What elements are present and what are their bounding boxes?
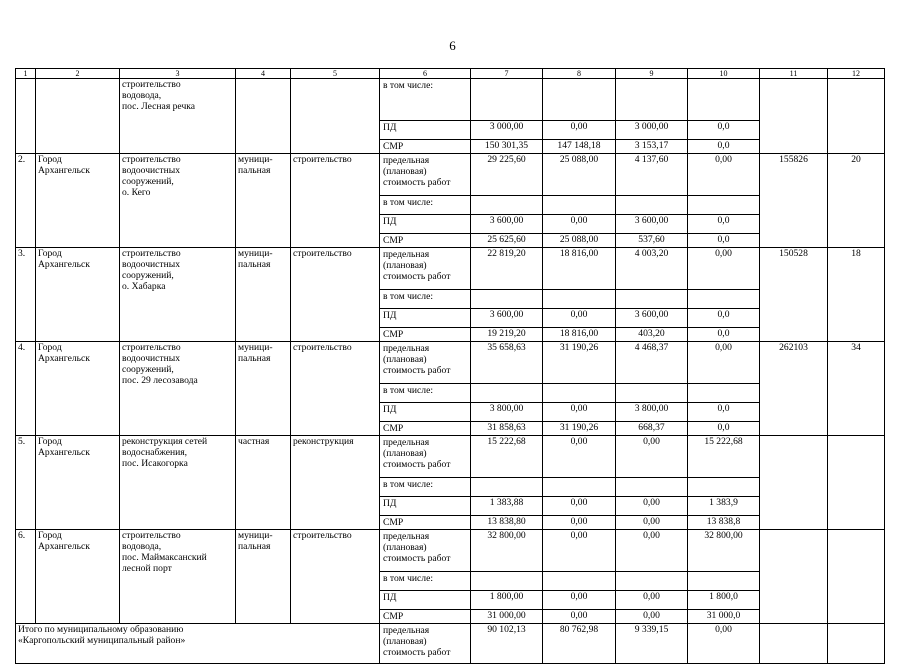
object-cell: реконструкция сетей водоснабжения, пос. Исакогорка <box>120 436 236 530</box>
total-row <box>16 624 885 664</box>
federal-cost-cell: 0,00 <box>543 121 616 140</box>
cost-label-cell: в том числе: <box>380 384 471 403</box>
ownership-cell: муници- пальная <box>236 154 291 248</box>
work-type-cell: строительство <box>291 154 380 248</box>
capacity-cell: 150528 <box>760 248 828 342</box>
row-number-cell: 4. <box>16 342 36 436</box>
total-cost-cell: 29 225,60 <box>471 154 543 196</box>
total-cost-cell: 1 800,00 <box>471 591 543 610</box>
total-cost-cell: 3 000,00 <box>471 121 543 140</box>
federal-cost-cell: 147 148,18 <box>543 140 616 154</box>
federal-cost-cell: 80 762,98 <box>543 624 616 664</box>
cost-label-cell: СМР <box>380 516 471 530</box>
regional-cost-cell: 0,00 <box>616 436 688 478</box>
total-cost-cell: 35 658,63 <box>471 342 543 384</box>
federal-cost-cell: 0,00 <box>543 215 616 234</box>
object-cell: строительство водовода, пос. Лесная речка <box>120 79 236 154</box>
other-cost-cell: 1 800,0 <box>688 591 760 610</box>
total-cost-cell: 32 800,00 <box>471 530 543 572</box>
federal-cost-cell <box>543 79 616 121</box>
other-cost-cell: 0,0 <box>688 328 760 342</box>
table-row <box>16 342 885 384</box>
regional-cost-cell: 4 003,20 <box>616 248 688 290</box>
federal-cost-cell: 18 816,00 <box>543 328 616 342</box>
regional-cost-cell: 4 137,60 <box>616 154 688 196</box>
cost-label-cell: в том числе: <box>380 478 471 497</box>
cost-label-cell: ПД <box>380 403 471 422</box>
capacity-cell: 155826 <box>760 154 828 248</box>
work-type-cell: реконструкция <box>291 436 380 530</box>
federal-cost-cell <box>543 290 616 309</box>
cost-label-cell: ПД <box>380 591 471 610</box>
federal-cost-cell: 0,00 <box>543 591 616 610</box>
federal-cost-cell: 0,00 <box>543 610 616 624</box>
column-number-row <box>16 69 885 79</box>
total-cost-cell <box>471 572 543 591</box>
term-cell <box>828 624 885 664</box>
regional-cost-cell: 668,37 <box>616 422 688 436</box>
column-number-cell: 12 <box>828 69 885 79</box>
work-type-cell: строительство <box>291 248 380 342</box>
other-cost-cell <box>688 196 760 215</box>
term-cell: 20 <box>828 154 885 248</box>
federal-cost-cell: 0,00 <box>543 309 616 328</box>
capacity-cell <box>760 79 828 154</box>
row-number-cell: 2. <box>16 154 36 248</box>
column-number-cell: 7 <box>471 69 543 79</box>
cost-label-cell: в том числе: <box>380 572 471 591</box>
regional-cost-cell: 403,20 <box>616 328 688 342</box>
regional-cost-cell <box>616 572 688 591</box>
regional-cost-cell: 537,60 <box>616 234 688 248</box>
capacity-cell: 262103 <box>760 342 828 436</box>
cost-label-cell: ПД <box>380 121 471 140</box>
federal-cost-cell <box>543 478 616 497</box>
regional-cost-cell: 3 153,17 <box>616 140 688 154</box>
city-cell: Город Архангельск <box>36 342 120 436</box>
regional-cost-cell: 3 600,00 <box>616 309 688 328</box>
regional-cost-cell: 0,00 <box>616 516 688 530</box>
total-cost-cell: 3 800,00 <box>471 403 543 422</box>
column-number-cell: 10 <box>688 69 760 79</box>
regional-cost-cell <box>616 79 688 121</box>
other-cost-cell: 1 383,9 <box>688 497 760 516</box>
other-cost-cell <box>688 79 760 121</box>
total-cost-cell: 25 625,60 <box>471 234 543 248</box>
table-row <box>16 436 885 478</box>
column-number-cell: 1 <box>16 69 36 79</box>
cost-label-cell: СМР <box>380 234 471 248</box>
regional-cost-cell <box>616 196 688 215</box>
capacity-cell <box>760 436 828 530</box>
term-cell: 18 <box>828 248 885 342</box>
other-cost-cell <box>688 572 760 591</box>
cost-label-cell: в том числе: <box>380 196 471 215</box>
regional-cost-cell: 3 800,00 <box>616 403 688 422</box>
object-cell: строительство водоочистных сооружений, о. Кего <box>120 154 236 248</box>
city-cell: Город Архангельск <box>36 154 120 248</box>
object-cell: строительство водовода, пос. Маймаксанский лесной порт <box>120 530 236 624</box>
other-cost-cell: 0,0 <box>688 121 760 140</box>
ownership-cell: муници- пальная <box>236 530 291 624</box>
city-cell: Город Архангельск <box>36 248 120 342</box>
regional-cost-cell <box>616 478 688 497</box>
object-cell: строительство водоочистных сооружений, пос. 29 лесозавода <box>120 342 236 436</box>
row-number-cell: 3. <box>16 248 36 342</box>
total-cost-cell: 31 858,63 <box>471 422 543 436</box>
regional-cost-cell <box>616 384 688 403</box>
page-number: 6 <box>449 38 456 53</box>
work-type-cell: строительство <box>291 530 380 624</box>
federal-cost-cell: 0,00 <box>543 497 616 516</box>
column-number-cell: 5 <box>291 69 380 79</box>
total-cost-cell: 19 219,20 <box>471 328 543 342</box>
other-cost-cell: 0,0 <box>688 215 760 234</box>
term-cell: 34 <box>828 342 885 436</box>
federal-cost-cell: 0,00 <box>543 516 616 530</box>
regional-cost-cell: 0,00 <box>616 591 688 610</box>
federal-cost-cell <box>543 196 616 215</box>
ownership-cell <box>236 79 291 154</box>
total-cost-cell: 1 383,88 <box>471 497 543 516</box>
regional-cost-cell: 3 000,00 <box>616 121 688 140</box>
other-cost-cell: 0,00 <box>688 248 760 290</box>
column-number-cell: 3 <box>120 69 236 79</box>
total-cost-cell <box>471 79 543 121</box>
cost-label-cell: предельная (плановая) стоимость работ <box>380 624 471 664</box>
capacity-cell <box>760 530 828 624</box>
cost-label-cell: ПД <box>380 309 471 328</box>
regional-cost-cell: 0,00 <box>616 497 688 516</box>
total-cost-cell: 13 838,80 <box>471 516 543 530</box>
other-cost-cell <box>688 478 760 497</box>
federal-cost-cell: 31 190,26 <box>543 422 616 436</box>
term-cell <box>828 436 885 530</box>
investment-table <box>15 68 885 664</box>
cost-label-cell: СМР <box>380 422 471 436</box>
ownership-cell: муници- пальная <box>236 342 291 436</box>
cost-label-cell: в том числе: <box>380 79 471 121</box>
object-cell: строительство водоочистных сооружений, о. Хабарка <box>120 248 236 342</box>
other-cost-cell: 15 222,68 <box>688 436 760 478</box>
other-cost-cell: 0,00 <box>688 154 760 196</box>
table-row <box>16 79 885 121</box>
table-row <box>16 530 885 572</box>
other-cost-cell <box>688 290 760 309</box>
other-cost-cell: 0,0 <box>688 234 760 248</box>
other-cost-cell: 31 000,0 <box>688 610 760 624</box>
other-cost-cell: 0,00 <box>688 342 760 384</box>
total-cost-cell: 31 000,00 <box>471 610 543 624</box>
total-title-cell: Итого по муниципальному образованию «Каргопольский муниципальный район» <box>16 624 380 664</box>
federal-cost-cell: 0,00 <box>543 436 616 478</box>
ownership-cell: муници- пальная <box>236 248 291 342</box>
regional-cost-cell: 0,00 <box>616 610 688 624</box>
total-cost-cell <box>471 384 543 403</box>
regional-cost-cell <box>616 290 688 309</box>
term-cell <box>828 530 885 624</box>
other-cost-cell: 13 838,8 <box>688 516 760 530</box>
work-type-cell <box>291 79 380 154</box>
federal-cost-cell <box>543 384 616 403</box>
ownership-cell: частная <box>236 436 291 530</box>
table-row <box>16 154 885 196</box>
city-cell: Город Архангельск <box>36 436 120 530</box>
federal-cost-cell: 0,00 <box>543 403 616 422</box>
city-cell <box>36 79 120 154</box>
row-number-cell: 6. <box>16 530 36 624</box>
total-cost-cell: 3 600,00 <box>471 215 543 234</box>
other-cost-cell: 0,0 <box>688 403 760 422</box>
other-cost-cell: 0,00 <box>688 624 760 664</box>
column-number-cell: 9 <box>616 69 688 79</box>
total-cost-cell: 90 102,13 <box>471 624 543 664</box>
other-cost-cell: 32 800,00 <box>688 530 760 572</box>
cost-label-cell: предельная (плановая) стоимость работ <box>380 154 471 196</box>
total-cost-cell: 22 819,20 <box>471 248 543 290</box>
other-cost-cell: 0,0 <box>688 422 760 436</box>
cost-label-cell: предельная (плановая) стоимость работ <box>380 530 471 572</box>
total-cost-cell <box>471 478 543 497</box>
column-number-cell: 4 <box>236 69 291 79</box>
regional-cost-cell: 4 468,37 <box>616 342 688 384</box>
city-cell: Город Архангельск <box>36 530 120 624</box>
cost-label-cell: СМР <box>380 328 471 342</box>
federal-cost-cell: 25 088,00 <box>543 154 616 196</box>
term-cell <box>828 79 885 154</box>
regional-cost-cell: 3 600,00 <box>616 215 688 234</box>
federal-cost-cell: 31 190,26 <box>543 342 616 384</box>
total-cost-cell: 3 600,00 <box>471 309 543 328</box>
federal-cost-cell: 18 816,00 <box>543 248 616 290</box>
regional-cost-cell: 0,00 <box>616 530 688 572</box>
other-cost-cell: 0,0 <box>688 309 760 328</box>
cost-label-cell: СМР <box>380 140 471 154</box>
column-number-cell: 8 <box>543 69 616 79</box>
cost-label-cell: предельная (плановая) стоимость работ <box>380 342 471 384</box>
other-cost-cell: 0,0 <box>688 140 760 154</box>
capacity-cell <box>760 624 828 664</box>
cost-label-cell: предельная (плановая) стоимость работ <box>380 436 471 478</box>
federal-cost-cell: 25 088,00 <box>543 234 616 248</box>
federal-cost-cell: 0,00 <box>543 530 616 572</box>
work-type-cell: строительство <box>291 342 380 436</box>
cost-label-cell: ПД <box>380 497 471 516</box>
federal-cost-cell <box>543 572 616 591</box>
other-cost-cell <box>688 384 760 403</box>
cost-label-cell: предельная (плановая) стоимость работ <box>380 248 471 290</box>
regional-cost-cell: 9 339,15 <box>616 624 688 664</box>
cost-label-cell: СМР <box>380 610 471 624</box>
row-number-cell <box>16 79 36 154</box>
total-cost-cell: 150 301,35 <box>471 140 543 154</box>
row-number-cell: 5. <box>16 436 36 530</box>
table-row <box>16 248 885 290</box>
total-cost-cell: 15 222,68 <box>471 436 543 478</box>
cost-label-cell: в том числе: <box>380 290 471 309</box>
column-number-cell: 11 <box>760 69 828 79</box>
total-cost-cell <box>471 196 543 215</box>
column-number-cell: 6 <box>380 69 471 79</box>
column-number-cell: 2 <box>36 69 120 79</box>
total-cost-cell <box>471 290 543 309</box>
cost-label-cell: ПД <box>380 215 471 234</box>
